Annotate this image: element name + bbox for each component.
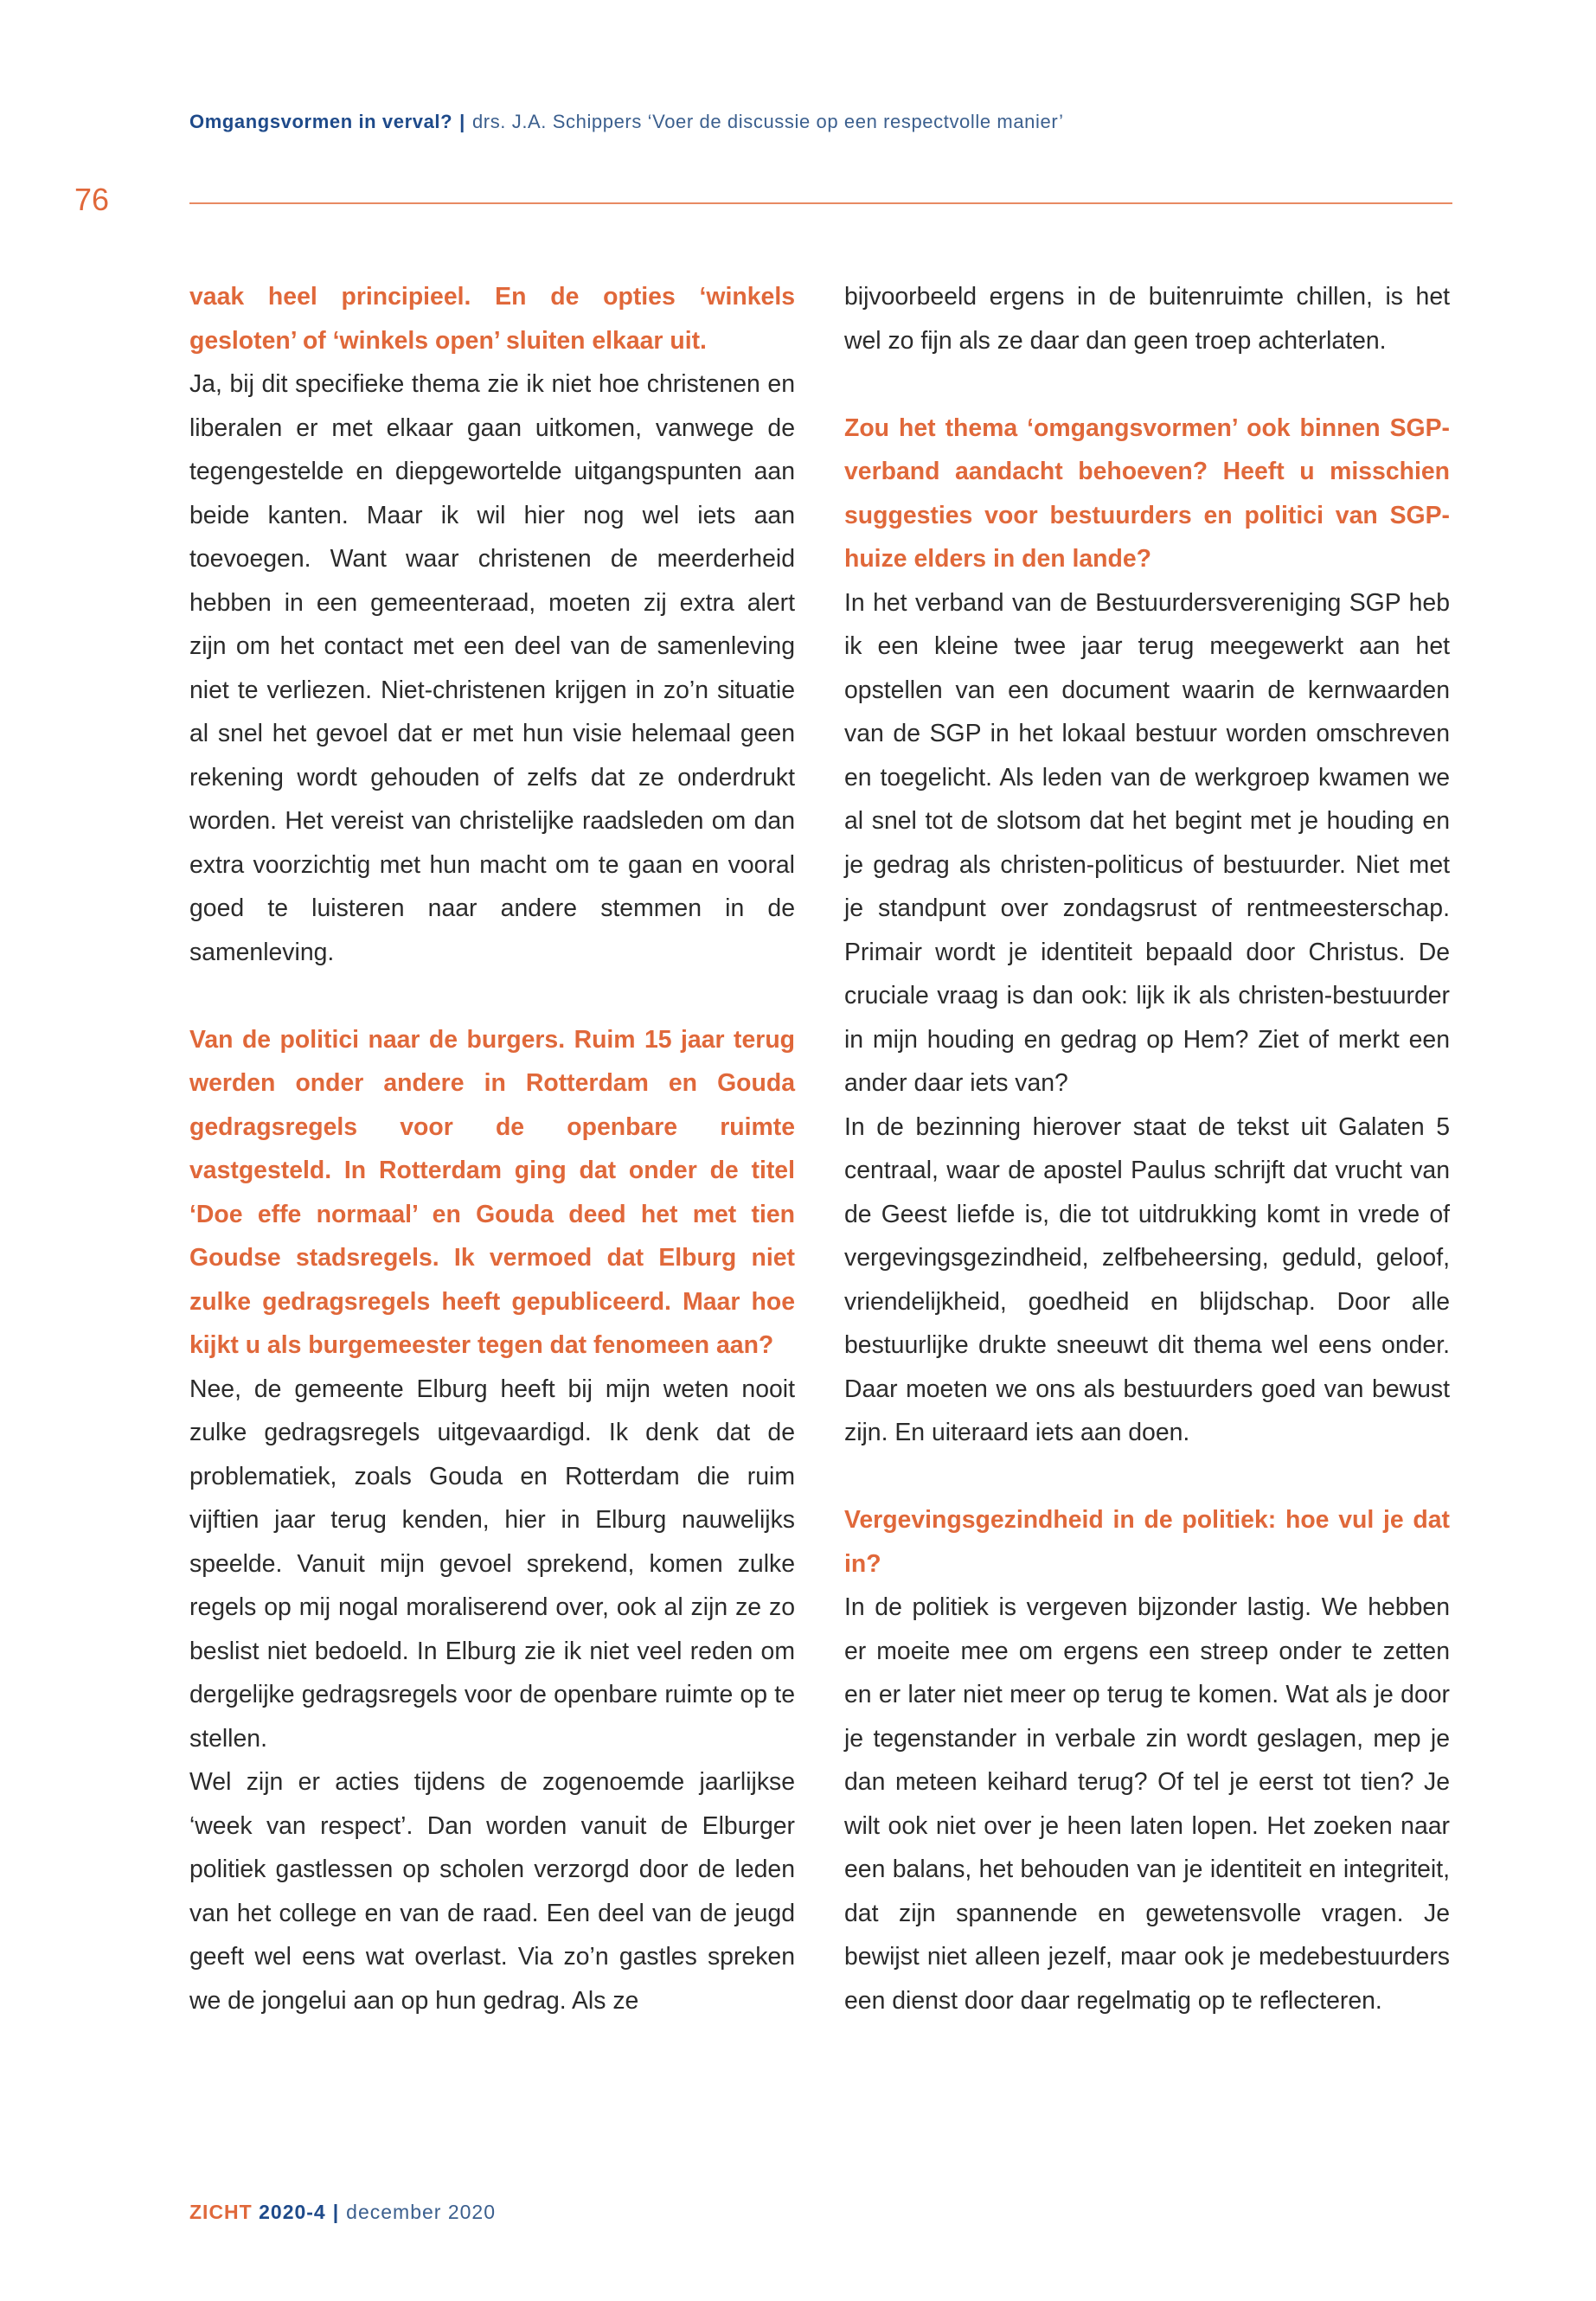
question-paragraph: Zou het thema ‘omgangsvormen’ ook binnen SGP-verband aandacht behoeven? Heeft u misschien suggesties voor bestuurders en politici van SGP-huize elders in den lande? <box>844 413 1450 573</box>
answer-paragraph: In de bezinning hierover staat de tekst uit Galaten 5 centraal, waar de apostel Paulus schrijft dat vrucht van de Geest liefde is, die tot uitdrukking komt in vrede of vergevingsgezindheid, zelfbeheersing, geduld, geloof, vriendelijkheid, goedheid en blijdschap. Door alle bestuurlijke drukte sneeuwt dit thema wel eens onder. Daar moeten we ons als bestuurders goed van bewust zijn. En uiteraard iets aan doen. <box>844 1112 1450 1446</box>
running-header <box>189 111 1452 133</box>
footer-magazine: ZICHT <box>189 2201 253 2223</box>
answer-paragraph: In de politiek is vergeven bijzonder lastig. We hebben er moeite mee om ergens een streep onder te zetten en er later niet meer op terug te komen. Wat als je door je tegenstander in verbale zin wordt geslagen, mep je dan meteen keihard terug? Of tel je eerst tot tien? Je wilt ook niet over je heen laten lopen. Het zoeken naar een balans, het behouden van je identiteit en integriteit, dat zijn spannende en gewetensvolle vragen. Je bewijst niet alleen jezelf, maar ook je medebestuurders een dienst door daar regelmatig op te reflecteren. <box>844 1593 1450 2015</box>
footer-date: december 2020 <box>346 2201 497 2223</box>
footer-separator: | <box>332 2201 340 2223</box>
answer-paragraph: bijvoorbeeld ergens in de buitenruimte chillen, is het wel zo fijn als ze daar dan geen troep achterlaten. <box>844 283 1450 355</box>
footer-issue: 2020-4 <box>259 2201 326 2223</box>
question-paragraph: vaak heel principieel. En de opties ‘winkels gesloten’ of ‘winkels open’ sluiten elkaar uit. <box>189 283 795 355</box>
running-footer <box>189 2201 496 2224</box>
header-divider <box>189 202 1452 204</box>
left-column <box>189 275 795 2022</box>
page-number: 76 <box>74 182 110 217</box>
answer-paragraph: In het verband van de Bestuurdersvereniging SGP heb ik een kleine twee jaar terug meegewerkt aan het opstellen van een document waarin de kernwaarden van de SGP in het lokaal bestuur worden omschreven en toegelicht. Als leden van de werkgroep kwamen we al snel tot de slotsom dat het begint met je houding en je gedrag als christen-politicus of bestuurder. Niet met je standpunt over zondagsrust of rentmeesterschap. Primair wordt je identiteit bepaald door Christus. De cruciale vraag is dan ook: lijk ik als christen-bestuurder in mijn houding en gedrag op Hem? Ziet of merkt een ander daar iets van? <box>844 588 1450 1097</box>
answer-paragraph: Nee, de gemeente Elburg heeft bij mijn weten nooit zulke gedragsregels uitgevaardigd. Ik denk dat de problematiek, zoals Gouda en Rotterdam die ruim vijftien jaar terug kenden, hier in Elburg nauwelijks speelde. Vanuit mijn gevoel sprekend, komen zulke regels op mij nogal moraliserend over, ook al zijn ze zo beslist niet bedoeld. In Elburg zie ik niet veel reden om dergelijke gedragsregels voor de openbare ruimte op te stellen. <box>189 1375 795 1753</box>
right-column <box>844 275 1450 2022</box>
header-separator: | <box>459 111 465 132</box>
question-paragraph: Van de politici naar de burgers. Ruim 15 jaar terug werden onder andere in Rotterdam en Gouda gedragsregels voor de openbare ruimte vastgesteld. In Rotterdam ging dat onder de titel ‘Doe effe normaal’ en Gouda deed het met tien Goudse stadsregels. Ik vermoed dat Elburg niet zulke gedragsregels heeft gepubliceerd. Maar hoe kijkt u als burgemeester tegen dat fenomeen aan? <box>189 1025 795 1359</box>
answer-paragraph: Wel zijn er acties tijdens de zogenoemde jaarlijkse ‘week van respect’. Dan worden vanuit de Elburger politiek gastlessen op scholen verzorgd door de leden van het college en van de raad. Een deel van de jeugd geeft wel eens wat overlast. Via zo’n gastles spreken we de jongelui aan op hun gedrag. Als ze <box>189 1768 795 2015</box>
header-article-title: drs. J.A. Schippers ‘Voer de discussie op een respectvolle manier’ <box>471 111 1064 132</box>
answer-paragraph: Ja, bij dit specifieke thema zie ik niet hoe christenen en liberalen er met elkaar gaan uitkomen, vanwege de tegengestelde en diepgewortelde uitgangspunten aan beide kanten. Maar ik wil hier nog wel iets aan toevoegen. Want waar christenen de meerderheid hebben in een gemeenteraad, moeten zij extra alert zijn om het contact met een deel van de samenleving niet te verliezen. Niet-christenen krijgen in zo’n situatie al snel het gevoel dat er met hun visie helemaal geen rekening wordt gehouden of zelfs dat ze onderdrukt worden. Het vereist van christelijke raadsleden om dan extra voorzichtig met hun macht om te gaan en vooral goed te luisteren naar andere stemmen in de samenleving. <box>189 370 795 966</box>
question-paragraph: Vergevingsgezindheid in de politiek: hoe vul je dat in? <box>844 1506 1450 1578</box>
header-section-title: Omgangsvormen in verval? <box>189 111 453 132</box>
